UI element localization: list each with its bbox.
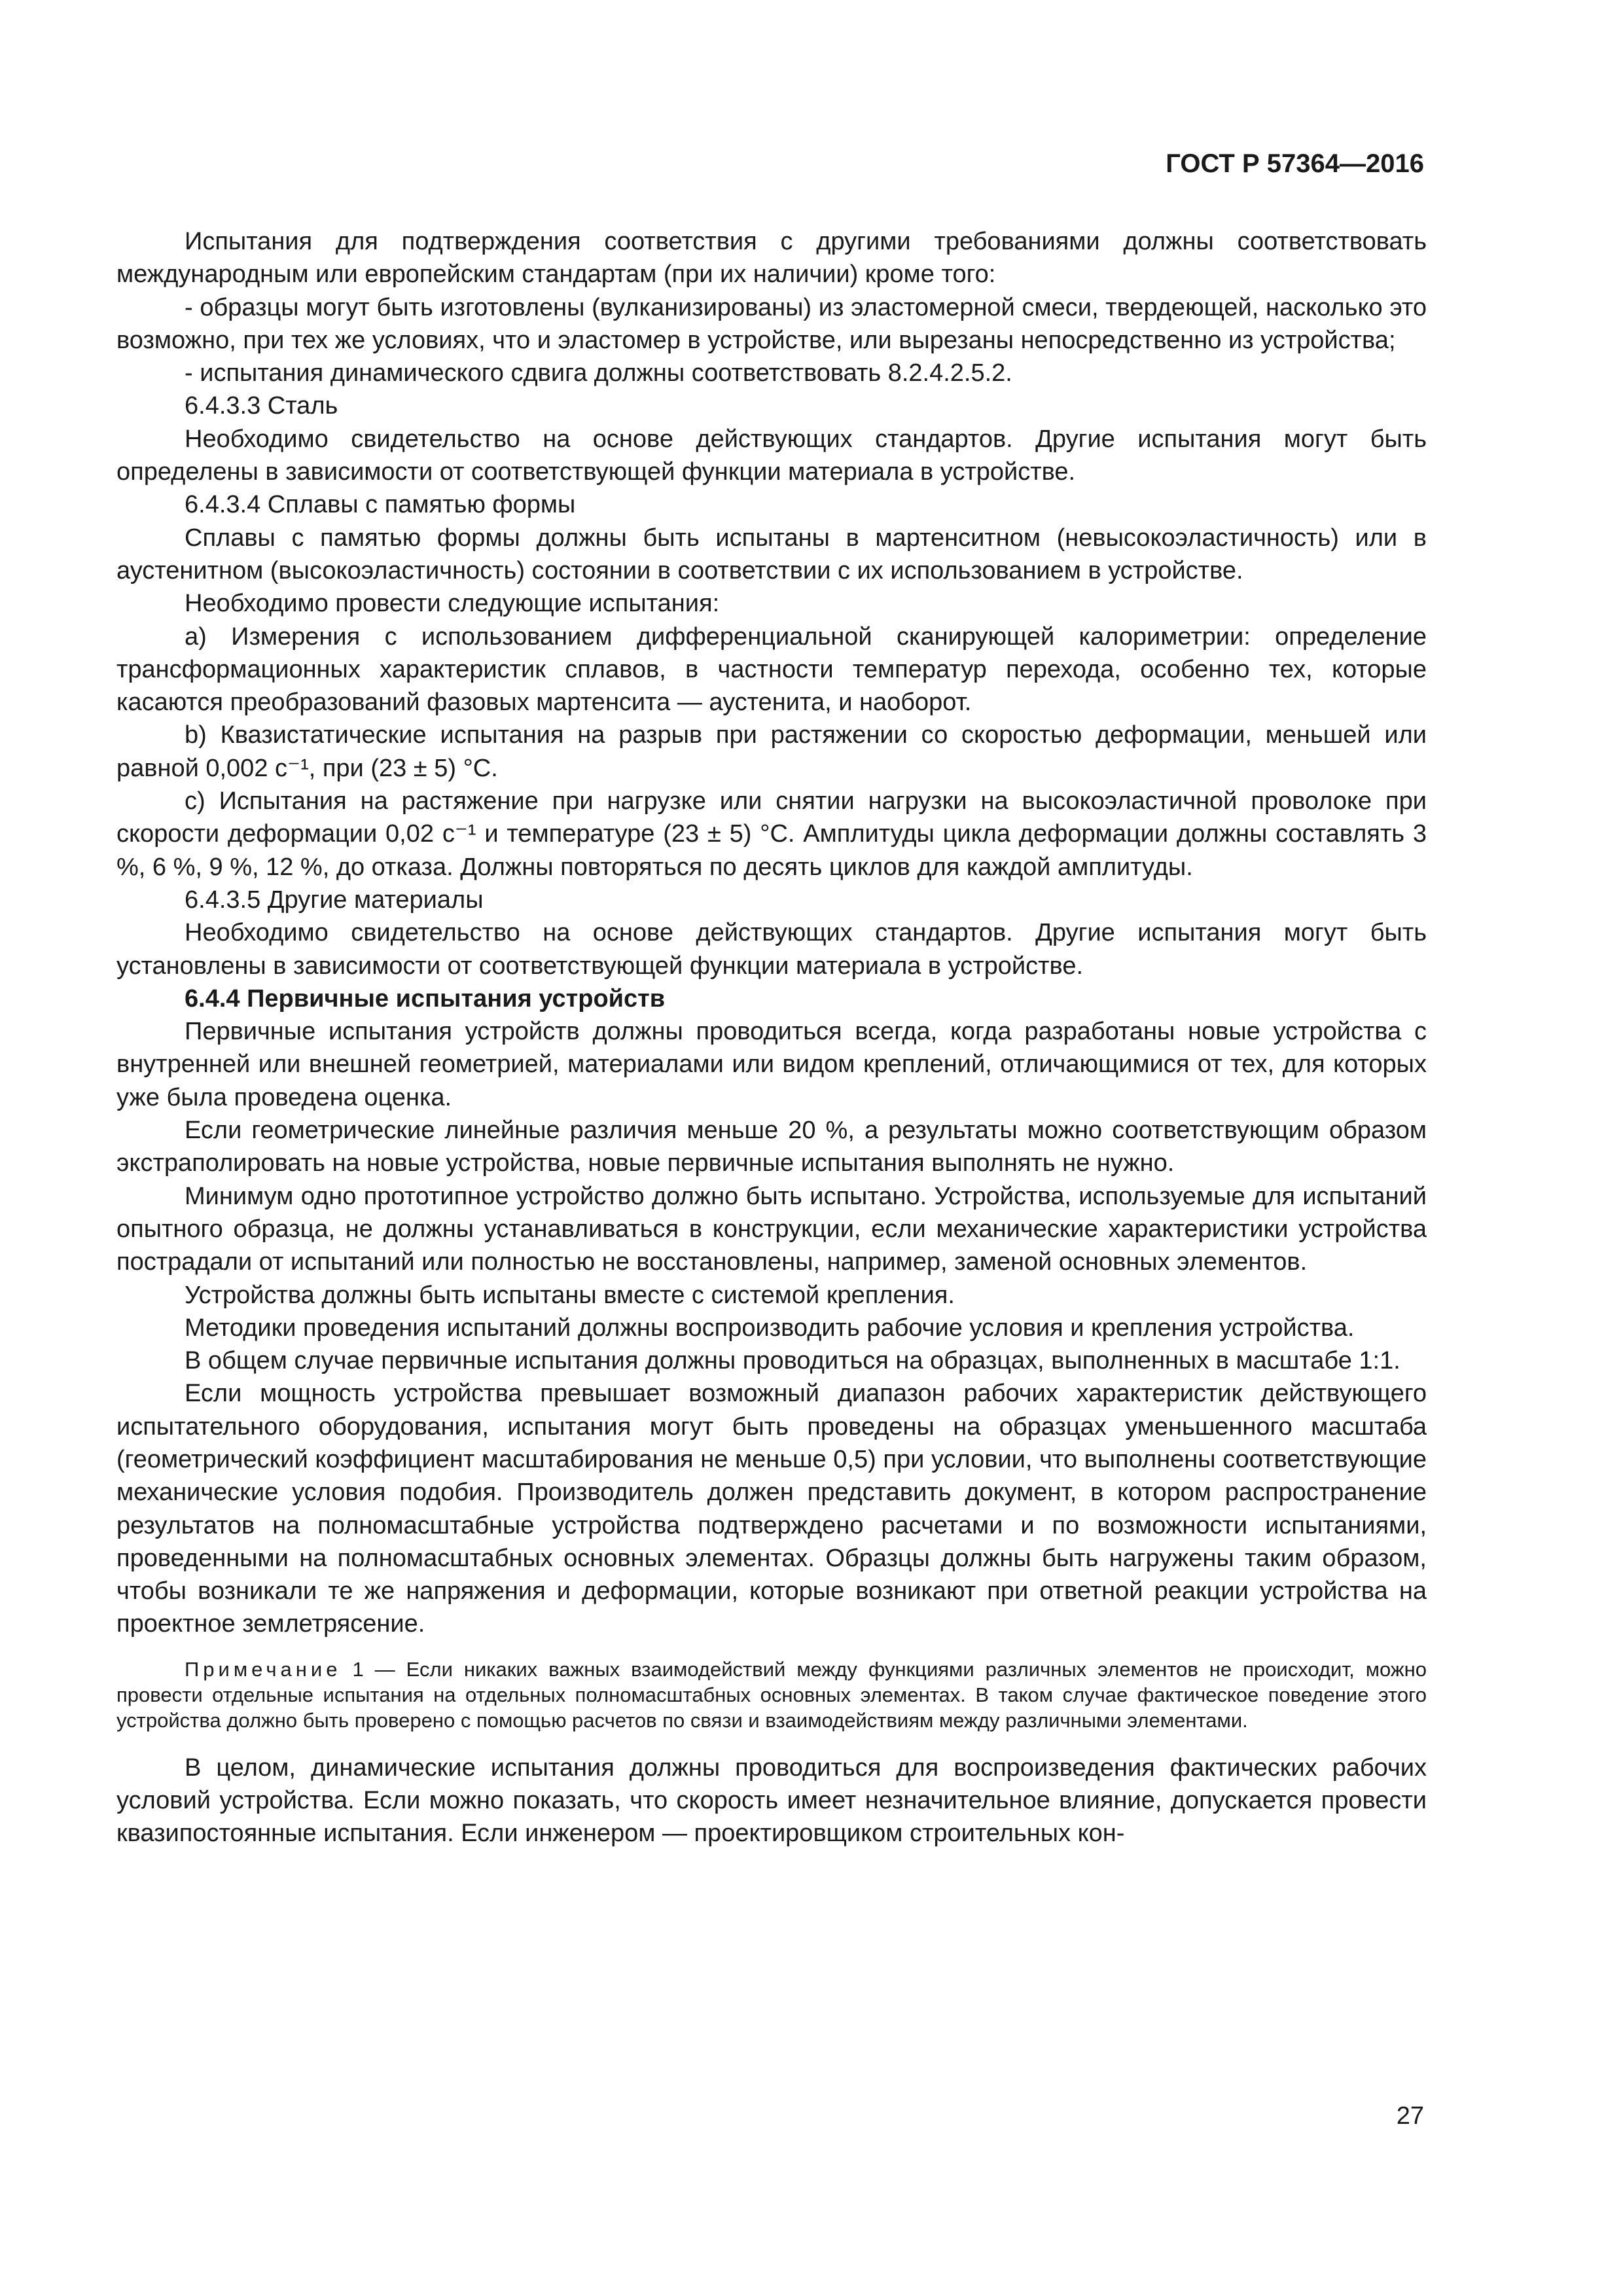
section-title: 6.4.3.5 Другие материалы [185,886,484,914]
paragraph: Первичные испытания устройств должны проводиться всегда, когда разработаны новые устройства с внутренней или внешней геометрией, материалами или видом креплений, отличающимися от тех, для которых уже была проведена оценка. [116,1018,1427,1111]
note [116,1657,1427,1733]
section-heading: 6.4.4 Первичные испытания устройств [185,984,666,1013]
section-title: 6.4.3.3 Сталь [185,392,338,420]
paragraph: Если геометрические линейные различия меньше 20 %, а результаты можно соответствующим образом экстраполировать на новые устройства, новые первичные испытания выполнять не нужно. [116,1117,1427,1177]
paragraph: В общем случае первичные испытания должны проводиться на образцах, выполненных в масштабе 1:1. [185,1347,1400,1375]
document-header: ГОСТ Р 57364—2016 [1166,149,1424,178]
list-item: b) Квазистатические испытания на разрыв при растяжении со скоростью деформации, меньшей или равной 0,002 с⁻¹, при (23 ± 5) °С. [116,721,1427,782]
paragraph: Методики проведения испытаний должны воспроизводить рабочие условия и крепления устройства. [185,1314,1355,1342]
closing-paragraph: В целом, динамические испытания должны проводиться для воспроизведения фактических рабочих условий устройства. Если можно показать, что скорость имеет незначительное влияние, допускается провести квазипостоянные испытания. Если инженером — проектировщиком строительных кон- [116,1753,1427,1848]
document-body [116,225,1427,1850]
paragraph: Необходимо свидетельство на основе действующих стандартов. Другие испытания могут быть определены в зависимости от соответствующей функции материала в устройстве. [116,425,1427,486]
list-item: - испытания динамического сдвига должны соответствовать 8.2.4.2.5.2. [185,359,1012,387]
paragraph: Сплавы с памятью формы должны быть испытаны в мартенситном (невысокоэластичность) или в аустенитном (высокоэластичность) состоянии в соответствии с их использованием в устройстве. [116,524,1427,584]
paragraph: Испытания для подтверждения соответствия с другими требованиями должны соответствовать международным или европейским стандартам (при их наличии) кроме того: [116,228,1427,289]
note-label: Примечание [185,1657,342,1681]
list-item: c) Испытания на растяжение при нагрузке или снятии нагрузки на высокоэластичной проволоке при скорости деформации 0,02 с⁻¹ и температуре (23 ± 5) °С. Амплитуды цикла деформации должны составлять 3 %, 6 %, 9 %, 12 %, до отказа. Должны повторяться по десять циклов для каждой амплитуды. [116,787,1427,881]
paragraph: Минимум одно прототипное устройство должно быть испытано. Устройства, используемые для испытаний опытного образца, не должны устанавливаться в конструкции, если механические характеристики устройства пострадали от испытаний или полностью не восстановлены, например, заменой основных элементов. [116,1182,1427,1276]
paragraph: Необходимо свидетельство на основе действующих стандартов. Другие испытания могут быть установлены в зависимости от соответствующей функции материала в устройстве. [116,919,1427,980]
section-title: 6.4.3.4 Сплавы с памятью формы [185,491,576,519]
page-number: 27 [1396,2102,1424,2130]
list-item: - образцы могут быть изготовлены (вулканизированы) из эластомерной смеси, твердеющей, насколько это возможно, при тех же условиях, что и эластомер в устройстве, или вырезаны непосредственно из устройства; [116,293,1427,354]
paragraph: Если мощность устройства превышает возможный диапазон рабочих характеристик действующего испытательного оборудования, испытания могут быть проведены на образцах уменьшенного масштаба (геометрический коэффициент масштабирования не меньше 0,5) при условии, что выполнены соответствующие механические условия подобия. Производитель должен представить документ, в котором распространение результатов на полномасштабные устройства подтверждено расчетами и по возможности испытаниями, проведенными на полномасштабных основных элементах. Образцы должны быть нагружены таким образом, чтобы возникали те же напряжения и деформации, которые возникают при ответной реакции устройства на проектное землетрясение. [116,1380,1427,1638]
note-text: 1 — Если никаких важных взаимодействий между функциями различных элементов не происходит, можно провести отдельные испытания на отдельных полномасштабных основных элементах. В таком случае фактическое поведение этого устройства должно быть проверено с помощью расчетов по связи и взаимодействиям между различными элементами. [116,1657,1427,1732]
list-item: a) Измерения с использованием дифференциальной сканирующей калориметрии: определение трансформационных характеристик сплавов, в частности температур перехода, особенно тех, которые касаются преобразований фазовых мартенсита — аустенита, и наоборот. [116,622,1427,717]
paragraph: Необходимо провести следующие испытания: [185,590,720,618]
paragraph: Устройства должны быть испытаны вместе с системой крепления. [185,1281,955,1309]
